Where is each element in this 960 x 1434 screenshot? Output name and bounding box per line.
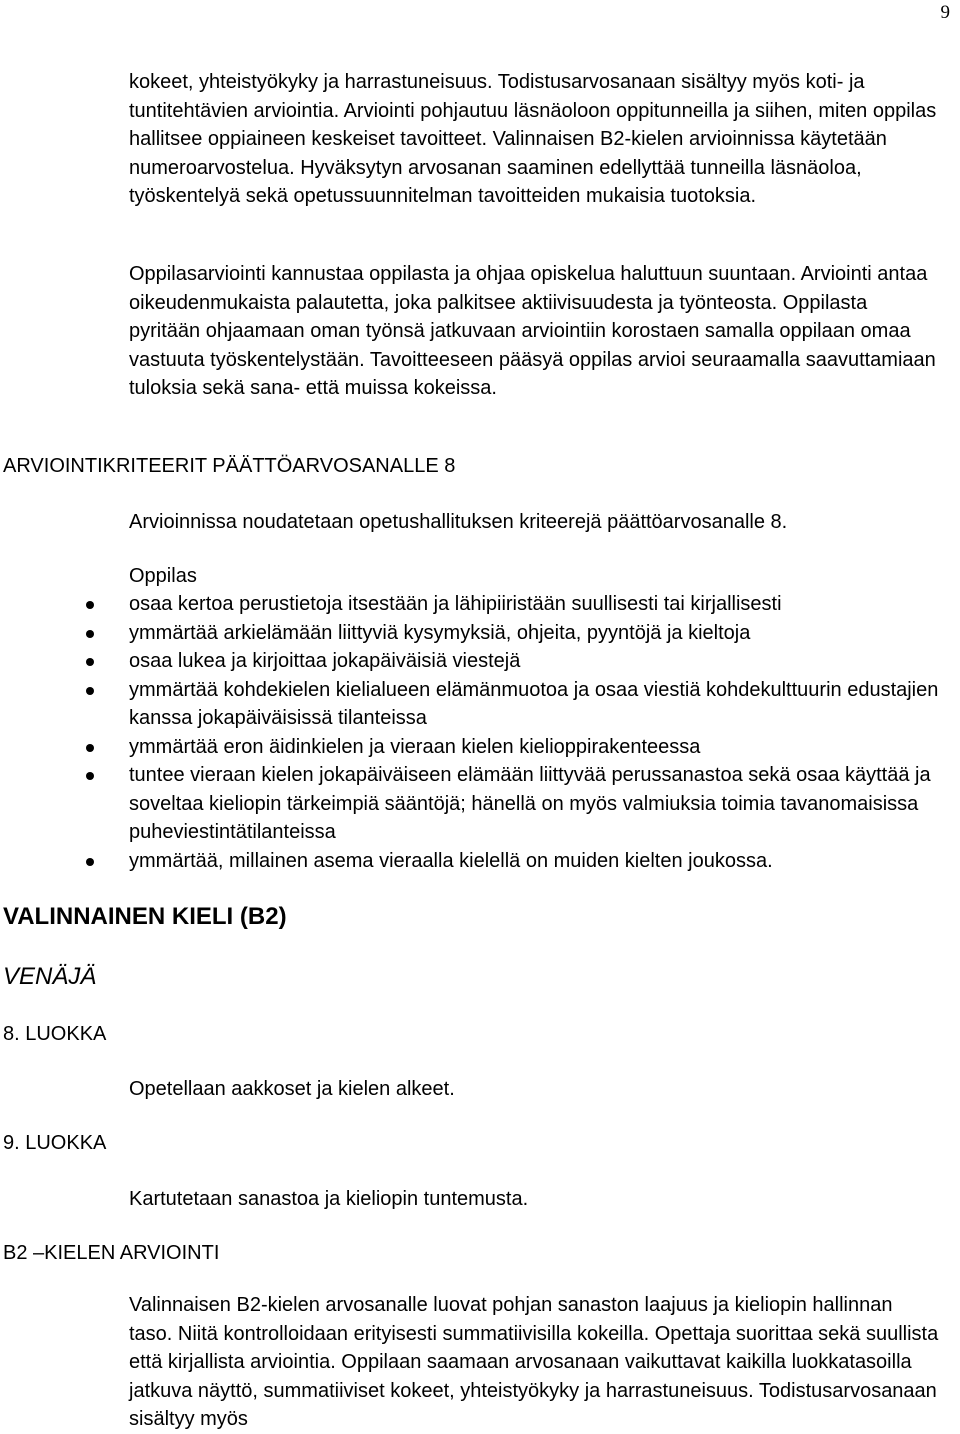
list-item (0, 590, 941, 619)
list-item-text: tuntee vieraan kielen jokapäiväiseen elämään liittyvää perussanastoa sekä osaa käyttää ja soveltaa kieliopin tärkeimpiä sääntöjä; hänellä on myös valmiuksia toimia tavanomaisissa puheviestintätilanteissa (129, 764, 931, 843)
bullet-icon (86, 744, 94, 752)
assessment-paragraph: Valinnaisen B2-kielen arvosanalle luovat pohjan sanaston laajuus ja kieliopin hallinnan taso. Niitä kontrolloidaan erityisesti summatiivisilla kokeilla. Opettaja suorittaa sekä suullista että kirjallista arviointia. Oppilaan saamaan arvosanaan vaikuttavat kaikilla luokkatasoilla jatkuva näyttö, summatiiviset kokeet, yhteistyökyky ja harrastuneisuus. Todistusarvosanaan sisältyy myös (129, 1294, 939, 1430)
list-item (0, 761, 941, 847)
bullet-icon (86, 658, 94, 666)
list-item-text: osaa lukea ja kirjoittaa jokapäiväisiä viestejä (129, 650, 521, 672)
criteria-intro: Arvioinnissa noudatetaan opetushallituksen kriteerejä päättöarvosanalle 8. (129, 511, 788, 533)
bullet-icon (86, 772, 94, 780)
bullet-icon (86, 687, 94, 695)
list-item (0, 733, 941, 762)
page-number: 9 (940, 2, 950, 23)
grade-9-text: Kartutetaan sanastoa ja kieliopin tuntemusta. (129, 1188, 529, 1210)
elective-heading: VALINNAINEN KIELI (B2) (3, 903, 287, 930)
list-item (0, 847, 941, 876)
criteria-subject: Oppilas (129, 565, 197, 587)
list-item-text: osaa kertoa perustietoja itsestään ja lähipiiristään suullisesti tai kirjallisesti (129, 593, 782, 615)
assessment-heading: B2 –KIELEN ARVIOINTI (3, 1242, 220, 1264)
list-item (0, 619, 941, 648)
language-heading: VENÄJÄ (3, 963, 97, 990)
intro-paragraph-2: Oppilasarviointi kannustaa oppilasta ja ohjaa opiskelua haluttuun suuntaan. Arviointi antaa oikeudenmukaista palautetta, joka palkitsee aktiivisuudesta ja työnteosta. Oppilasta pyritään ohjaamaan oman työnsä jatkuvaan arviointiin korostaen samalla oppilaan omaa vastuuta työskentelystään. Tavoitteeseen pääsyä oppilas arvioi seuraamalla saavuttamiaan tuloksia sekä sana- että muissa kokeissa. (129, 263, 936, 399)
list-item-text: ymmärtää eron äidinkielen ja vieraan kielen kielioppirakenteessa (129, 735, 701, 758)
criteria-list (0, 590, 941, 875)
list-item-text: ymmärtää, millainen asema vieraalla kielellä on muiden kielten joukossa. (129, 849, 773, 872)
list-item-text: ymmärtää arkielämään liittyviä kysymyksiä, ohjeita, pyyntöjä ja kieltoja (129, 621, 751, 644)
list-item (0, 676, 941, 733)
bullet-icon (86, 858, 94, 866)
criteria-heading: ARVIOINTIKRITEERIT PÄÄTTÖARVOSANALLE 8 (3, 455, 456, 477)
grade-9-heading: 9. LUOKKA (3, 1132, 107, 1154)
list-item-text: ymmärtää kohdekielen kielialueen elämänmuotoa ja osaa viestiä kohdekulttuurin edustajien kanssa jokapäiväisissä tilanteissa (129, 678, 939, 729)
grade-8-heading: 8. LUOKKA (3, 1023, 107, 1045)
bullet-icon (86, 601, 94, 609)
list-item (0, 647, 941, 676)
grade-8-text: Opetellaan aakkoset ja kielen alkeet. (129, 1078, 455, 1100)
bullet-icon (86, 630, 94, 638)
intro-paragraph-1: kokeet, yhteistyökyky ja harrastuneisuus. Todistusarvosanaan sisältyy myös koti- ja tuntitehtävien arviointia. Arviointi pohjautuu läsnäoloon oppitunneilla ja siihen, miten oppilas hallitsee oppiaineen keskeiset tavoitteet. Valinnaisen B2-kielen arvioinnissa käytetään numeroarvostelua. Hyväksytyn arvosanan saaminen edellyttää tunneilla läsnäoloa, työskentelyä sekä opetussuunnitelman tavoitteiden mukaisia tuotoksia. (129, 71, 937, 207)
